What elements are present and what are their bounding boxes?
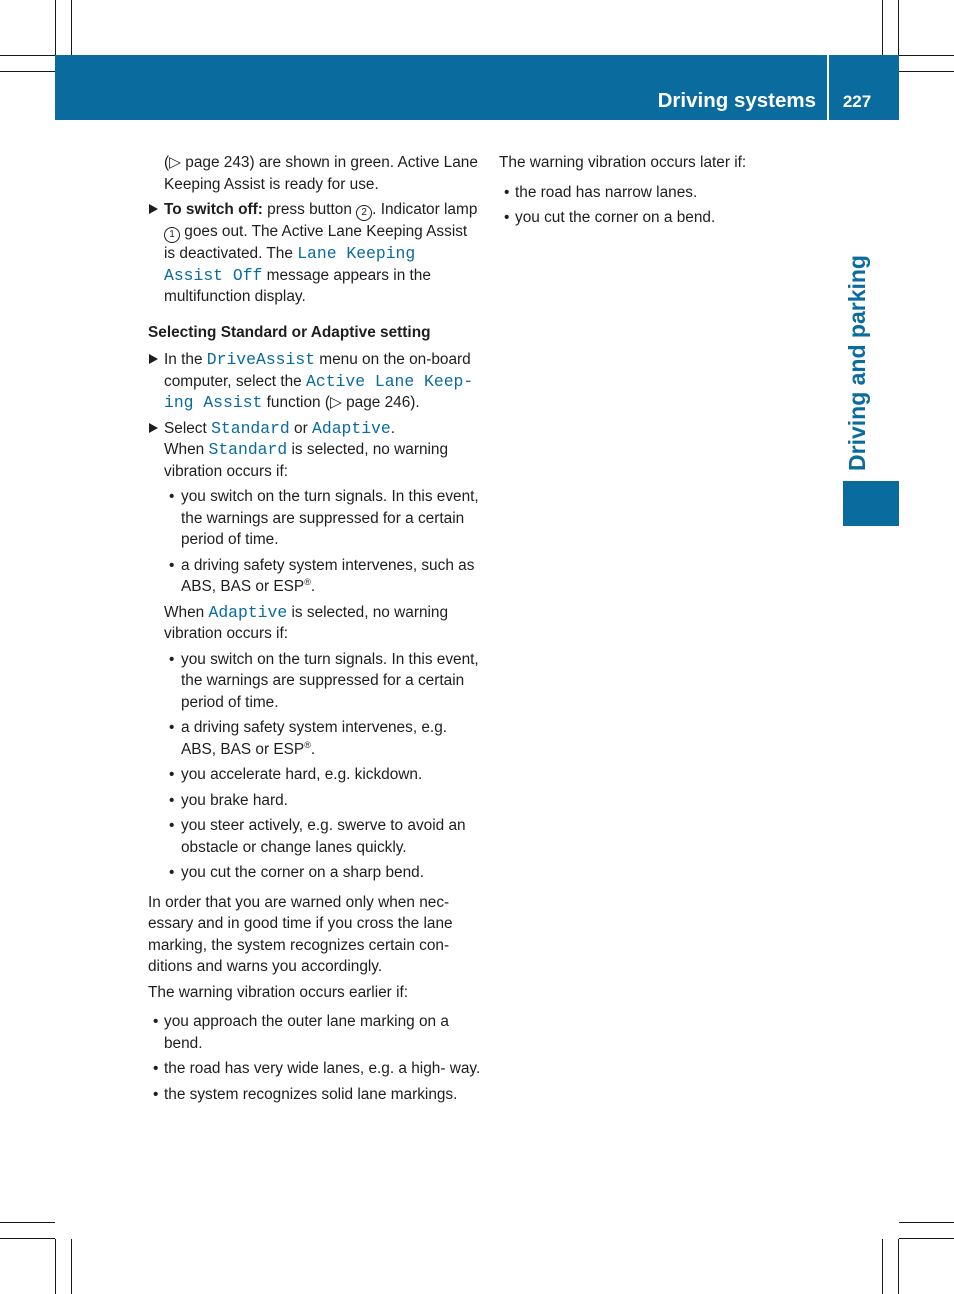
crop-mark (898, 0, 899, 55)
option-standard: Standard (208, 440, 288, 459)
crop-mark (0, 71, 55, 72)
paragraph-later: The warning vibration occurs later if: (499, 154, 747, 171)
subsection-heading: Selecting Standard or Adaptive setting (148, 323, 431, 341)
list-item: • you brake hard. (148, 790, 482, 812)
registered-mark: ® (304, 739, 311, 750)
crop-mark (55, 0, 56, 55)
step-arrow-icon (149, 354, 158, 364)
list-item: • the road has narrow lanes. (499, 182, 809, 204)
page-number: 227 (842, 92, 872, 111)
list-item: • you approach the outer lane marking on a bend. (148, 1011, 482, 1054)
lamp-number: 1 (164, 227, 180, 243)
paragraph-order: In order that you are warned only when nec‑ essary and in good time if you cross the lane marking, the system recognizes certain con‑ ditions and warns you accordingly. (148, 893, 453, 975)
left-column (148, 152, 482, 1109)
switch-off-step: To switch off: press button 2 . Indicator lamp 1 goes out. The Active Lane Keeping Assist is deactivated. The Lane Keeping Assist Off message appears in the multifunction display. (148, 199, 482, 308)
list-item: • the system recognizes solid lane markings. (148, 1084, 482, 1106)
menu-step: In the DriveAssist menu on the on-board computer, select the Active Lane Keep‑ ing Assist function (▷ page 246). (148, 349, 482, 414)
crop-mark (882, 1239, 883, 1294)
option-standard: Standard (211, 418, 290, 438)
list-item: • a driving safety system intervenes, such as ABS, BAS or ESP®. (148, 555, 482, 598)
adaptive-intro: When Adaptive is selected, no warning vibration occurs if: (164, 602, 449, 642)
switch-off-label: To switch off: (164, 201, 263, 218)
right-column (499, 152, 809, 233)
step-arrow-icon (149, 423, 158, 433)
chapter-tab-label: Driving and parking (844, 254, 871, 471)
option-adaptive: Adaptive (208, 602, 288, 622)
function-name: Active Lane Keep‑ ing Assist (164, 371, 474, 412)
crop-mark (899, 71, 954, 72)
crop-mark (71, 1239, 72, 1294)
select-step: Select Standard or Adaptive. When Standard is selected, no warning vibration occurs if: (148, 418, 482, 483)
page-ref-arrow: ▷ (169, 154, 181, 171)
crop-mark (0, 55, 55, 56)
step-arrow-icon (149, 204, 158, 214)
header-divider (827, 55, 829, 120)
option-adaptive: Adaptive (312, 418, 391, 438)
list-item: • you switch on the turn signals. In this event, the warnings are suppressed for a certain period of time. (148, 486, 482, 551)
list-item: • the road has very wide lanes, e.g. a high‑ way. (148, 1058, 482, 1080)
crop-mark (899, 55, 954, 56)
crop-mark (55, 1239, 56, 1294)
list-item: • you steer actively, e.g. swerve to avoid an obstacle or change lanes quickly. (148, 815, 482, 858)
list-item: • you switch on the turn signals. In this event, the warnings are suppressed for a certain period of time. (148, 649, 482, 714)
list-item: • a driving safety system intervenes, e.g. ABS, BAS or ESP®. (148, 717, 482, 760)
list-item: • you cut the corner on a bend. (499, 207, 809, 229)
chapter-marker (843, 481, 899, 526)
list-item: • you cut the corner on a sharp bend. (148, 862, 482, 884)
menu-name: DriveAssist (206, 350, 315, 369)
crop-mark (71, 0, 72, 55)
display-message: Lane Keeping Assist Off (164, 244, 416, 285)
crop-mark (899, 1238, 954, 1239)
crop-mark (0, 1222, 55, 1223)
chapter-tab (837, 250, 877, 475)
intro-paragraph: (▷ page 243) are shown in green. Active Lane Keeping Assist is ready for use. (164, 154, 478, 193)
list-item: • you accelerate hard, e.g. kickdown. (148, 764, 482, 786)
paragraph-earlier: The warning vibration occurs earlier if: (148, 983, 409, 1001)
page-ref-arrow: ▷ (329, 394, 342, 411)
crop-mark (899, 1222, 954, 1223)
crop-mark (0, 1238, 55, 1239)
crop-mark (898, 1239, 899, 1294)
crop-mark (882, 0, 883, 55)
section-title: Driving systems (657, 89, 816, 112)
registered-mark: ® (304, 576, 311, 587)
button-number: 2 (356, 205, 372, 221)
